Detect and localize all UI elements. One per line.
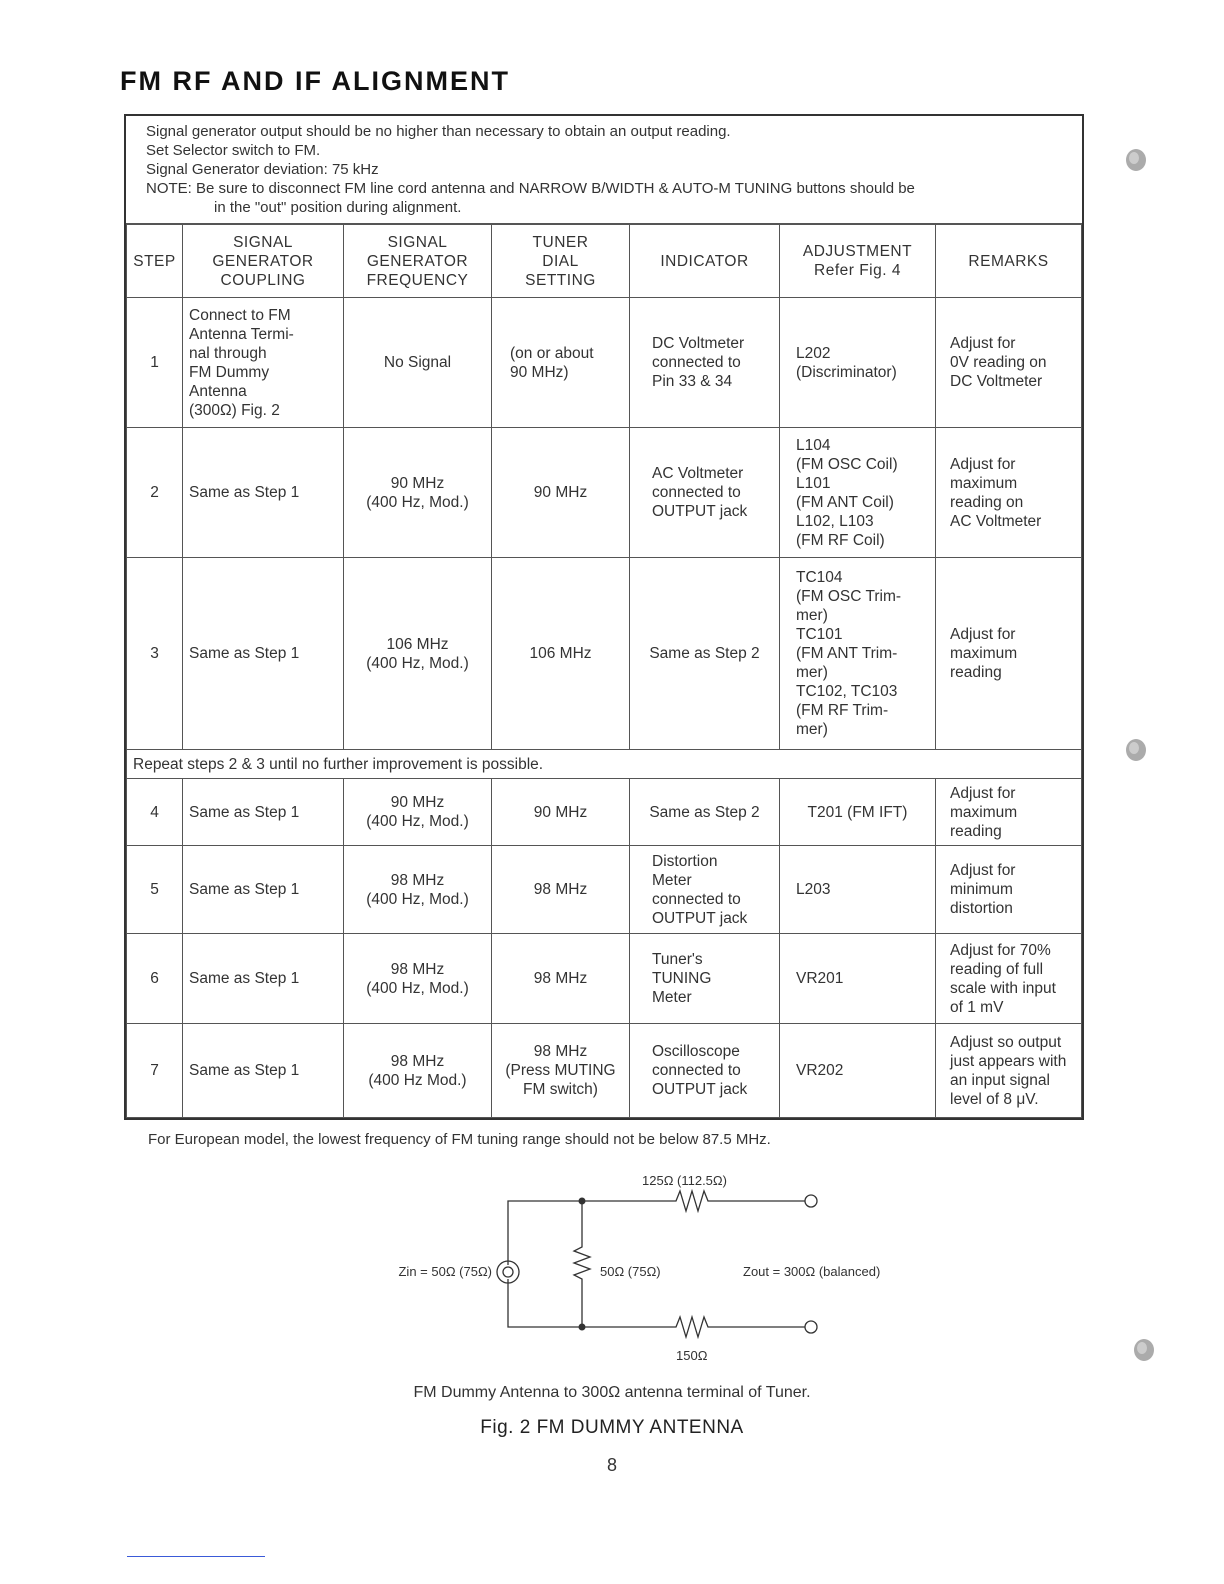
cell-remarks: Adjust for maximum reading	[936, 779, 1082, 846]
cell-frequency: 90 MHz (400 Hz, Mod.)	[344, 428, 492, 558]
alignment-notes	[126, 116, 1082, 224]
repeat-note-row	[127, 750, 1082, 779]
cell-coupling: Connect to FM Antenna Termi- nal through FM Dummy Antenna (300Ω) Fig. 2	[183, 298, 344, 428]
label-top-resistor: 125Ω (112.5Ω)	[642, 1173, 727, 1188]
header-step: STEP	[127, 225, 183, 298]
cell-frequency: 98 MHz (400 Hz, Mod.)	[344, 846, 492, 934]
table-header-row	[127, 225, 1082, 298]
cell-remarks: Adjust for 0V reading on DC Voltmeter	[936, 298, 1082, 428]
cell-dial: 98 MHz (Press MUTING FM switch)	[492, 1024, 630, 1118]
table-row	[127, 934, 1082, 1024]
note-line: Signal generator output should be no higher than necessary to obtain an output reading.	[146, 123, 731, 140]
table-row	[127, 846, 1082, 934]
figure-caption: FM Dummy Antenna to 300Ω antenna terminal of Tuner.	[413, 1384, 811, 1401]
cell-step: 2	[127, 428, 183, 558]
cell-step: 5	[127, 846, 183, 934]
header-adjustment: ADJUSTMENT Refer Fig. 4	[780, 225, 936, 298]
cell-indicator: DC Voltmeter connected to Pin 33 & 34	[630, 298, 780, 428]
bottom-resistor	[582, 1317, 805, 1337]
header-coupling: SIGNAL GENERATOR COUPLING	[183, 225, 344, 298]
cell-coupling: Same as Step 1	[183, 846, 344, 934]
cell-step: 4	[127, 779, 183, 846]
cell-remarks: Adjust for maximum reading	[936, 558, 1082, 750]
header-remarks: REMARKS	[936, 225, 1082, 298]
cell-step: 1	[127, 298, 183, 428]
page-title: FM RF AND IF ALIGNMENT	[120, 66, 510, 96]
punch-hole-mark	[1120, 140, 1160, 180]
header-indicator: INDICATOR	[630, 225, 780, 298]
junction-dot-bottom	[579, 1324, 586, 1331]
cell-coupling: Same as Step 1	[183, 1024, 344, 1118]
table-row	[127, 428, 1082, 558]
cell-remarks: Adjust so output just appears with an input signal level of 8 μV.	[936, 1024, 1082, 1118]
cell-dial: 90 MHz	[492, 428, 630, 558]
cell-adjustment: VR202	[780, 1024, 936, 1118]
page-number: 8	[606, 1455, 617, 1475]
cell-dial: 98 MHz	[492, 934, 630, 1024]
output-terminal-bottom	[805, 1321, 817, 1333]
cell-dial: 106 MHz	[492, 558, 630, 750]
top-resistor	[582, 1191, 805, 1211]
cell-indicator: Oscilloscope connected to OUTPUT jack	[630, 1024, 780, 1118]
european-model-footnote: For European model, the lowest frequency of FM tuning range should not be below 87.5 MHz.	[148, 1131, 771, 1148]
alignment-box	[124, 114, 1084, 1120]
cell-step: 7	[127, 1024, 183, 1118]
header-frequency: SIGNAL GENERATOR FREQUENCY	[344, 225, 492, 298]
cell-coupling: Same as Step 1	[183, 934, 344, 1024]
cell-frequency: 106 MHz (400 Hz, Mod.)	[344, 558, 492, 750]
cell-frequency: 98 MHz (400 Hz Mod.)	[344, 1024, 492, 1118]
cell-coupling: Same as Step 1	[183, 779, 344, 846]
note-line: NOTE: Be sure to disconnect FM line cord antenna and NARROW B/WIDTH & AUTO-M TUNING buttons should be	[146, 180, 915, 197]
dummy-antenna-schematic	[360, 1165, 920, 1375]
label-zin: Zin = 50Ω (75Ω)	[398, 1264, 492, 1279]
input-bottom-wire	[508, 1279, 582, 1327]
punch-hole-mark	[1128, 1330, 1168, 1370]
cell-dial: 98 MHz	[492, 846, 630, 934]
cell-adjustment: L203	[780, 846, 936, 934]
input-connector-inner	[503, 1267, 513, 1277]
punch-hole-mark	[1120, 730, 1160, 770]
cell-frequency: 90 MHz (400 Hz, Mod.)	[344, 779, 492, 846]
table-row	[127, 1024, 1082, 1118]
junction-dot-top	[579, 1198, 586, 1205]
table-row	[127, 558, 1082, 750]
cell-step: 3	[127, 558, 183, 750]
cell-indicator: Distortion Meter connected to OUTPUT jack	[630, 846, 780, 934]
cell-adjustment: TC104 (FM OSC Trim- mer) TC101 (FM ANT Trim- mer) TC102, TC103 (FM RF Trim- mer)	[780, 558, 936, 750]
header-dial: TUNER DIAL SETTING	[492, 225, 630, 298]
cell-frequency: No Signal	[344, 298, 492, 428]
label-shunt-resistor: 50Ω (75Ω)	[600, 1264, 661, 1279]
cell-indicator: Tuner's TUNING Meter	[630, 934, 780, 1024]
cell-remarks: Adjust for 70% reading of full scale with input of 1 mV	[936, 934, 1082, 1024]
cell-coupling: Same as Step 1	[183, 558, 344, 750]
cell-indicator: Same as Step 2	[630, 779, 780, 846]
input-top-wire	[508, 1201, 582, 1265]
cell-adjustment: L202 (Discriminator)	[780, 298, 936, 428]
note-line: Signal Generator deviation: 75 kHz	[146, 161, 379, 178]
label-bottom-resistor: 150Ω	[676, 1348, 708, 1363]
table-row	[127, 298, 1082, 428]
cell-dial: (on or about 90 MHz)	[492, 298, 630, 428]
shunt-resistor	[574, 1201, 590, 1327]
label-zout: Zout = 300Ω (balanced)	[743, 1264, 881, 1279]
cell-dial: 90 MHz	[492, 779, 630, 846]
note-line: Set Selector switch to FM.	[146, 142, 321, 159]
cell-adjustment: VR201	[780, 934, 936, 1024]
alignment-table	[126, 224, 1082, 1118]
output-terminal-top	[805, 1195, 817, 1207]
note-line: in the "out" position during alignment.	[214, 199, 462, 216]
figure-title: Fig. 2 FM DUMMY ANTENNA	[480, 1417, 744, 1438]
cell-adjustment: T201 (FM IFT)	[780, 779, 936, 846]
cell-remarks: Adjust for maximum reading on AC Voltmeter	[936, 428, 1082, 558]
cell-frequency: 98 MHz (400 Hz, Mod.)	[344, 934, 492, 1024]
cell-remarks: Adjust for minimum distortion	[936, 846, 1082, 934]
bottom-rule	[127, 1556, 265, 1557]
cell-indicator: Same as Step 2	[630, 558, 780, 750]
cell-indicator: AC Voltmeter connected to OUTPUT jack	[630, 428, 780, 558]
cell-step: 6	[127, 934, 183, 1024]
cell-adjustment: L104 (FM OSC Coil) L101 (FM ANT Coil) L102, L103 (FM RF Coil)	[780, 428, 936, 558]
repeat-note: Repeat steps 2 & 3 until no further improvement is possible.	[127, 750, 1082, 779]
cell-coupling: Same as Step 1	[183, 428, 344, 558]
table-row	[127, 779, 1082, 846]
